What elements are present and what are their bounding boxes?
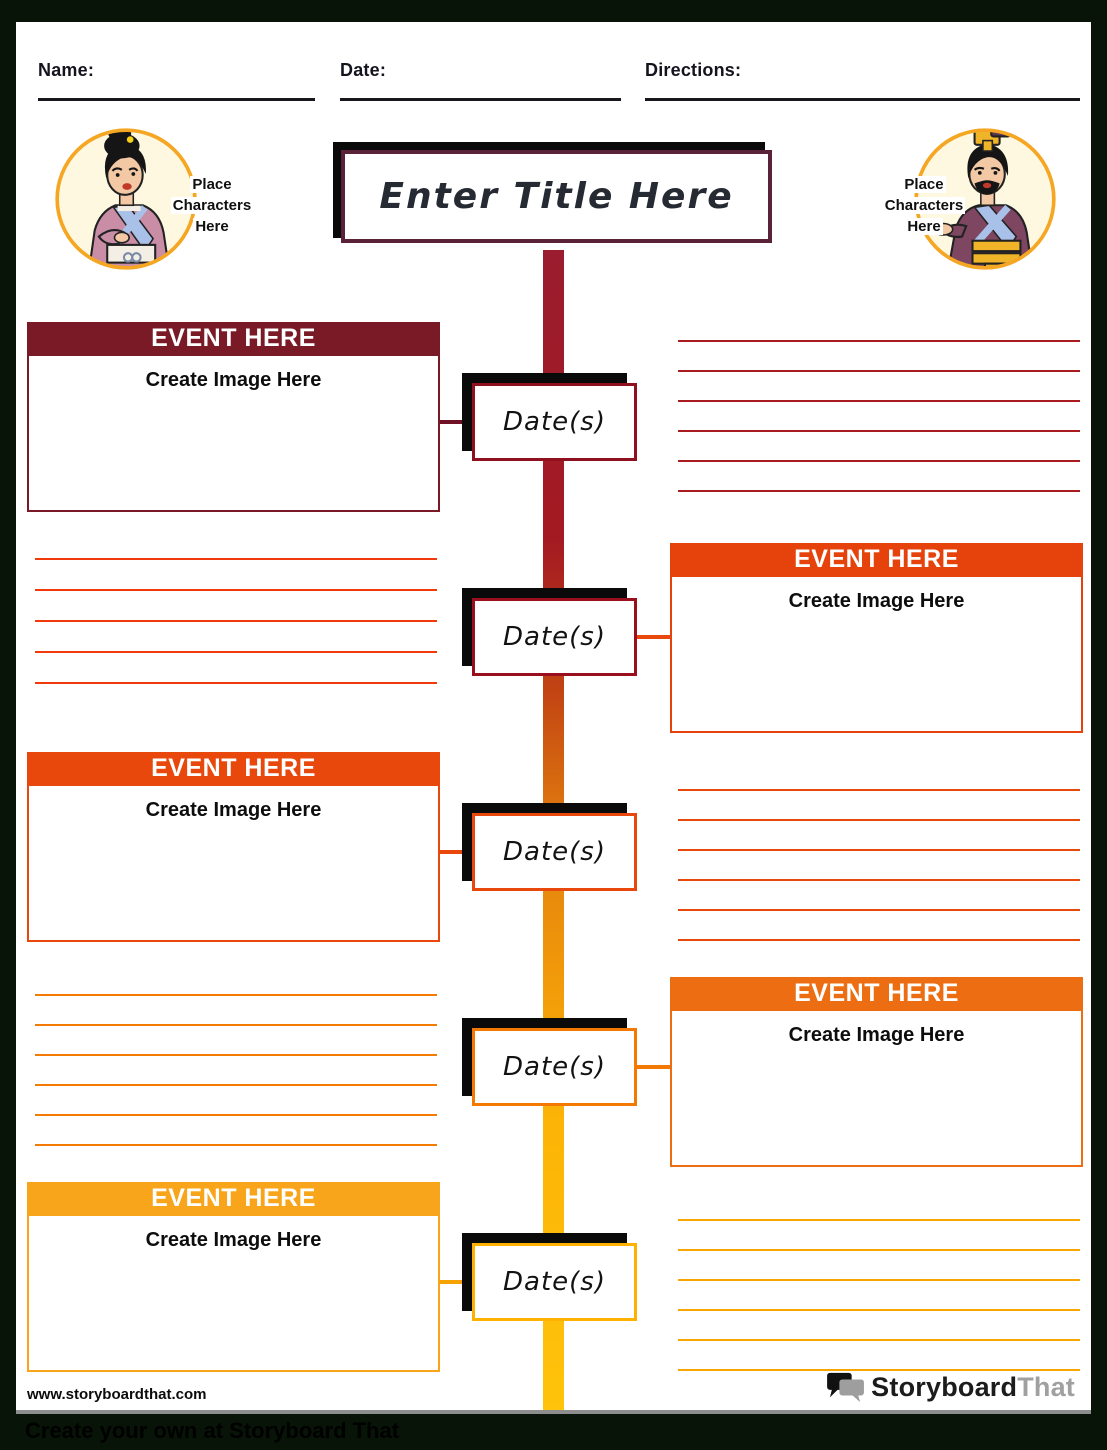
event-header: EVENT HERE — [27, 1182, 440, 1214]
ruled-line — [678, 1219, 1080, 1221]
date-box-2[interactable]: Date(s) — [472, 598, 637, 676]
writing-lines-left-2[interactable] — [35, 994, 437, 1174]
ruled-line — [678, 939, 1080, 941]
place-characters-label-right: Place Characters Here — [884, 176, 964, 235]
ruled-line — [678, 400, 1080, 402]
event-header: EVENT HERE — [27, 322, 440, 354]
ruled-line — [35, 651, 437, 653]
image-placeholder-area[interactable]: Create Image Here — [27, 784, 440, 942]
speech-bubbles-icon — [827, 1370, 865, 1404]
date-box-1[interactable]: Date(s) — [472, 383, 637, 461]
date-box-5[interactable]: Date(s) — [472, 1243, 637, 1321]
ruled-line — [678, 490, 1080, 492]
event-box-1[interactable] — [27, 322, 440, 512]
place-characters-label-left: Place Characters Here — [172, 176, 252, 235]
title-box[interactable] — [341, 150, 772, 243]
name-label: Name: — [38, 60, 95, 80]
ruled-line — [35, 558, 437, 560]
banner-text: Create your own at Storyboard That — [25, 1418, 400, 1443]
image-placeholder-area[interactable]: Create Image Here — [27, 354, 440, 512]
event-header: EVENT HERE — [27, 752, 440, 784]
ruled-line — [678, 340, 1080, 342]
worksheet-page — [16, 22, 1091, 1414]
connector-line-2 — [635, 635, 672, 639]
website-url: www.storyboardthat.com — [27, 1386, 207, 1403]
title-text: Enter Title Here — [379, 176, 734, 217]
ruled-line — [678, 879, 1080, 881]
ruled-line — [678, 1249, 1080, 1251]
ruled-line — [678, 909, 1080, 911]
ruled-line — [678, 819, 1080, 821]
event-header: EVENT HERE — [670, 543, 1083, 575]
event-box-3[interactable] — [27, 752, 440, 942]
ruled-line — [678, 789, 1080, 791]
image-placeholder-area[interactable]: Create Image Here — [27, 1214, 440, 1372]
ruled-line — [35, 620, 437, 622]
ruled-line — [35, 1024, 437, 1026]
date-box-3[interactable]: Date(s) — [472, 813, 637, 891]
connector-line-4 — [635, 1065, 672, 1069]
directions-label: Directions: — [645, 60, 742, 80]
event-box-5[interactable] — [27, 1182, 440, 1372]
image-placeholder-area[interactable]: Create Image Here — [670, 1009, 1083, 1167]
ruled-line — [678, 460, 1080, 462]
event-box-4[interactable] — [670, 977, 1083, 1167]
ruled-line — [35, 1144, 437, 1146]
writing-lines-right-1[interactable] — [678, 340, 1080, 520]
date-write-line[interactable] — [340, 98, 621, 101]
ruled-line — [35, 682, 437, 684]
ruled-line — [678, 849, 1080, 851]
event-box-2[interactable] — [670, 543, 1083, 733]
ruled-line — [35, 1084, 437, 1086]
date-box-4[interactable]: Date(s) — [472, 1028, 637, 1106]
bottom-banner — [0, 1414, 1107, 1450]
date-label: Date: — [340, 60, 387, 80]
event-header: EVENT HERE — [670, 977, 1083, 1009]
ruled-line — [678, 1309, 1080, 1311]
storyboardthat-logo: StoryboardThat — [827, 1370, 1075, 1404]
ruled-line — [678, 1339, 1080, 1341]
ruled-line — [35, 994, 437, 996]
name-write-line[interactable] — [38, 98, 315, 101]
ruled-line — [678, 370, 1080, 372]
ruled-line — [35, 589, 437, 591]
writing-lines-left-1[interactable] — [35, 558, 437, 713]
ruled-line — [35, 1114, 437, 1116]
image-placeholder-area[interactable]: Create Image Here — [670, 575, 1083, 733]
directions-write-line[interactable] — [645, 98, 1080, 101]
ruled-line — [678, 1279, 1080, 1281]
ruled-line — [35, 1054, 437, 1056]
writing-lines-right-2[interactable] — [678, 789, 1080, 969]
ruled-line — [678, 430, 1080, 432]
